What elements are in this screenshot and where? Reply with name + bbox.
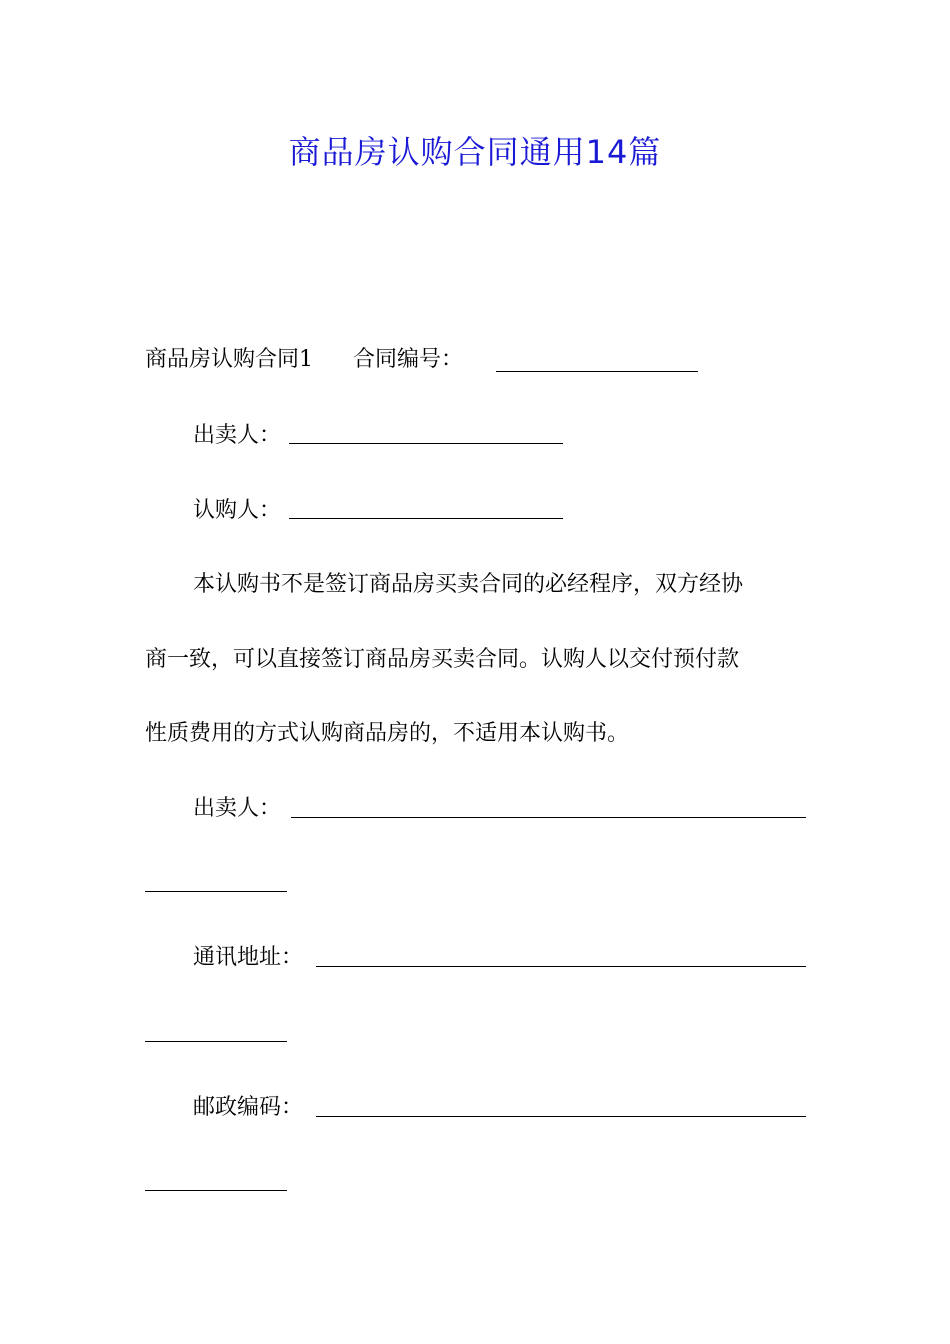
paragraph-line-2: 商一致，可以直接签订商品房买卖合同。认购人以交付预付款: [145, 647, 740, 672]
contract-number-label: 合同编号：: [353, 347, 464, 372]
contract-header-line: [145, 345, 463, 375]
seller-short-label: 出卖人：: [193, 423, 282, 448]
paragraph-line-3: 性质费用的方式认购商品房的，不适用本认购书。: [145, 721, 630, 746]
seller-blank-continuation[interactable]: [145, 891, 287, 892]
seller-label: 出卖人：: [193, 796, 282, 821]
paragraph-line-1: 本认购书不是签订商品房买卖合同的必经程序，双方经协: [193, 572, 744, 597]
document-title: 商品房认购合同通用14篇: [288, 133, 662, 171]
seller-blank[interactable]: [291, 817, 806, 818]
address-blank-continuation[interactable]: [145, 1041, 287, 1042]
postcode-blank-continuation[interactable]: [145, 1190, 287, 1191]
contract-number-blank[interactable]: [496, 371, 698, 372]
address-label: 通讯地址：: [193, 945, 304, 970]
buyer-short-blank[interactable]: [289, 518, 563, 519]
postcode-blank[interactable]: [316, 1116, 806, 1117]
buyer-short-label: 认购人：: [193, 498, 282, 523]
address-blank[interactable]: [316, 966, 806, 967]
seller-short-blank[interactable]: [289, 443, 563, 444]
postcode-label: 邮政编码：: [193, 1095, 304, 1120]
contract-label: 商品房认购合同1: [145, 347, 313, 372]
